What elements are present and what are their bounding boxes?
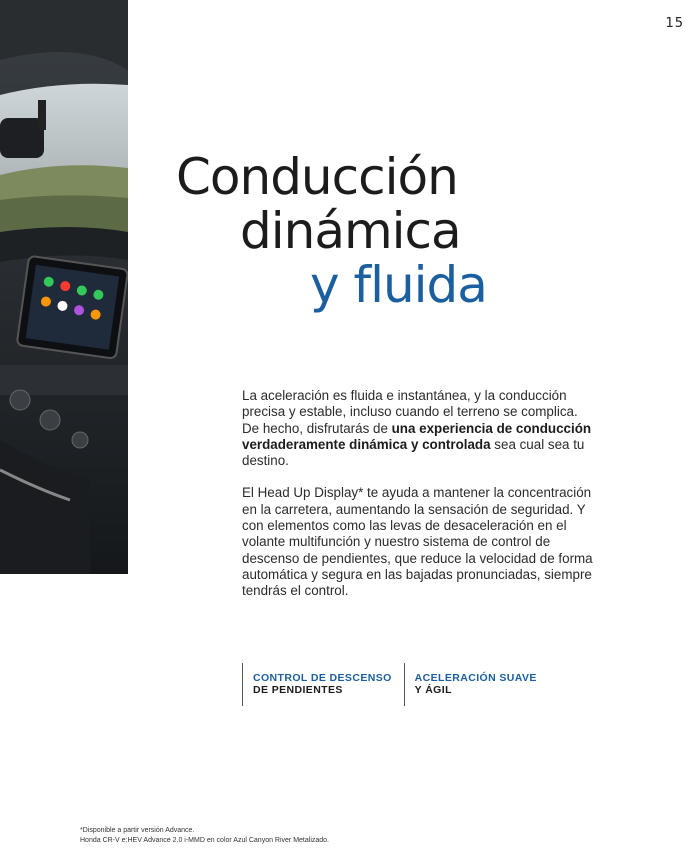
feature-item-acceleration: ACELERACIÓN SUAVE Y ÁGIL	[404, 663, 549, 706]
title-line-2: dinámica	[240, 202, 461, 260]
feature-list	[242, 663, 549, 706]
title-line-3: y fluida	[310, 256, 487, 314]
page-number: 15	[665, 16, 684, 31]
feature-item-descent-control: CONTROL DE DESCENSO DE PENDIENTES	[242, 663, 404, 706]
highlight-text: una experiencia de conducción verdaderamente dinámica y controlada	[242, 420, 592, 452]
footnotes	[80, 826, 329, 846]
footnote: Honda CR-V e:HEV Advance 2.0 i-MMD en color Azul Canyon River Metalizado.	[80, 837, 329, 844]
page-title	[176, 150, 487, 312]
body-text	[242, 388, 594, 616]
paragraph-2: El Head Up Display* te ayuda a mantener la concentración en la carretera, aumentando la sensación de seguridad. Y con elementos como las levas de desaceleración en el volante multifunción y nuestro sistema de control de descenso de pendientes, que reduce la velocidad de forma automática y segura en las bajadas pronunciadas, siempre tendrás el control.	[242, 485, 593, 599]
footnote: *Disponible a partir versión Advance.	[80, 827, 195, 834]
car-interior-photo	[0, 0, 128, 574]
title-line-1: Conducción	[176, 148, 458, 206]
paragraph-1: La aceleración es fluida e instantánea, y la conducción precisa y estable, incluso cuando el terreno se complica. De hecho, disfrutarás de una experiencia de conducción verdaderamente dinámica y controlada sea cual sea tu destino.	[242, 388, 592, 469]
